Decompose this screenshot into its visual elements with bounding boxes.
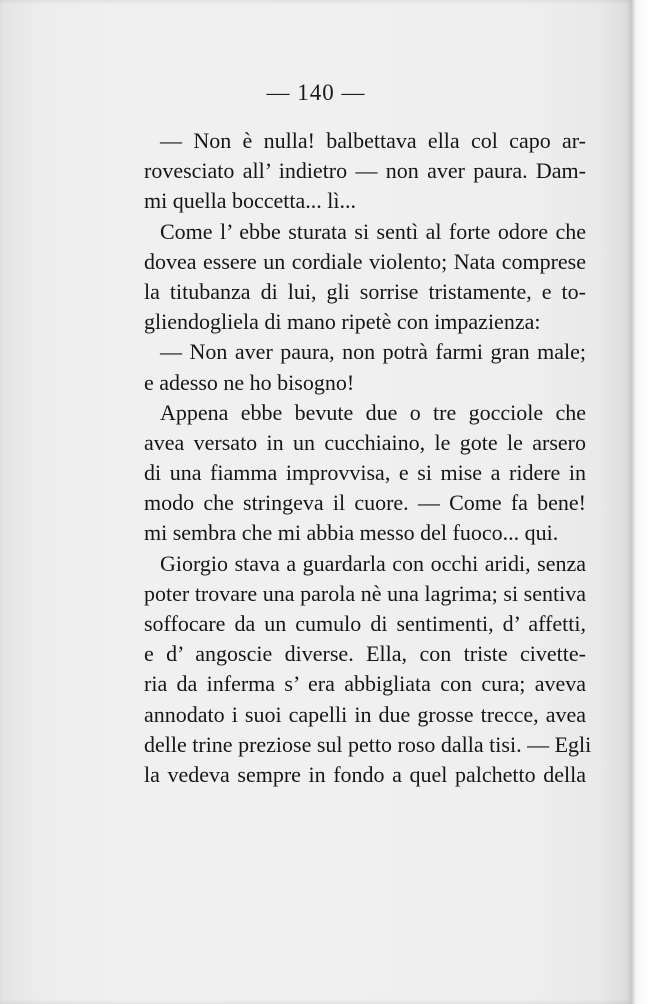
text-line: avea versato in un cucchiaino, le gote le arsero [144,429,586,455]
text-line: — Non è nulla! balbettava ella col capo ar- [160,128,586,153]
text-line: delle trine preziose sul petto roso dalla tisi. — Egli [144,731,592,757]
page-number: — 140 — [266,80,366,105]
text-line: gliendogliela di mano ripetè con impazienza: [144,309,541,335]
text-line: rovesciato all’ indietro — non aver paura. Dam- [144,158,586,184]
text-line: ria da inferma s’ era abbigliata con cura; aveva [144,671,586,697]
text-line: di una fiamma improvvisa, e si mise a ridere in [144,460,586,486]
text-line: e d’ angoscie diverse. Ella, con triste civette- [144,641,586,667]
text-line: dovea essere un cordiale violento; Nata comprese [144,248,586,274]
text-line: mi sembra che mi abbia messo del fuoco... qui. [144,520,559,546]
text-line: Appena ebbe bevute due o tre gocciole che [160,399,586,425]
body-text [144,126,592,790]
text-line: e adesso ne ho bisogno! [144,369,355,395]
text-line: modo che stringeva il cuore. — Come fa bene! [144,490,586,516]
page-edge [632,0,648,1004]
text-line: la vedeva sempre in fondo a quel palchetto della [144,761,586,787]
text-line: annodato i suoi capelli in due grosse trecce, avea [144,701,586,727]
text-line: Giorgio stava a guardarla con occhi aridi, senza [160,550,586,576]
text-line: mi quella boccetta... lì... [144,188,356,214]
text-line: la titubanza di lui, gli sorrise tristamente, e to- [144,278,586,304]
text-line: — Non aver paura, non potrà farmi gran male; [160,339,586,365]
text-line: soffocare da un cumulo di sentimenti, d’ affetti, [144,611,586,636]
text-line: poter trovare una parola nè una lagrima; si sentiva [144,580,586,606]
text-line: Come l’ ebbe sturata si sentì al forte odore che [160,218,586,244]
